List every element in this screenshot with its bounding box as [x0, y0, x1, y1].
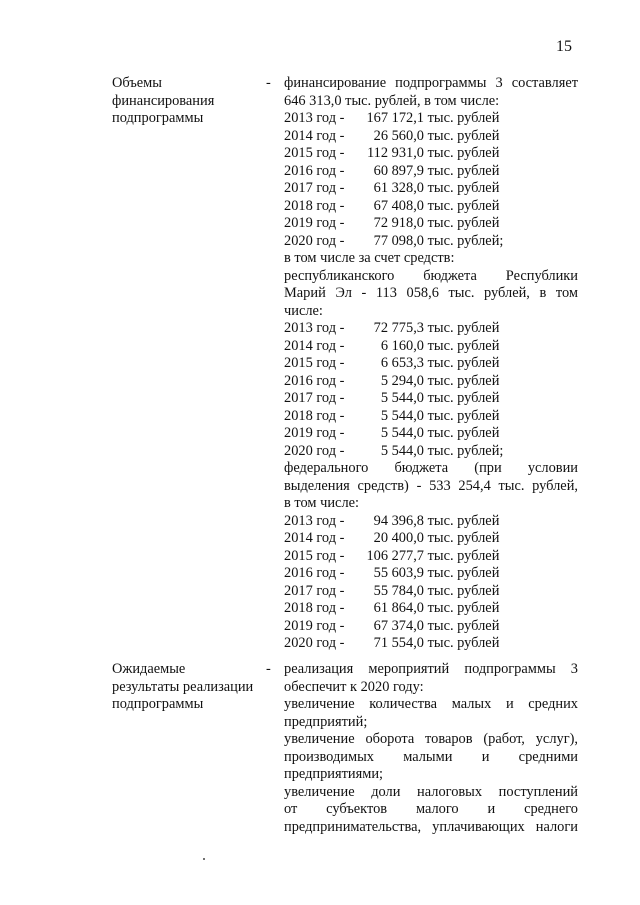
- year-label: 2014 год -: [284, 337, 345, 354]
- year-label: 2018 год -: [284, 197, 345, 214]
- results-text-line: обеспечит к 2020 году:: [284, 678, 424, 695]
- financing-label-line: финансирования: [112, 92, 215, 109]
- year-row: [284, 565, 578, 583]
- year-amount: 72 918,0: [373, 215, 424, 231]
- results-dash: -: [266, 661, 271, 677]
- year-row: [284, 425, 578, 443]
- year-label: 2020 год -: [284, 232, 345, 249]
- republic-text-line: числе:: [284, 302, 323, 319]
- year-unit: тыс. рублей: [427, 127, 500, 144]
- year-label: 2013 год -: [284, 320, 345, 336]
- results-text-line: предприятий;: [284, 713, 368, 730]
- year-label: 2017 год -: [284, 390, 345, 406]
- republic-text-line: Марий Эл - 113 058,6 тыс. рублей, в том: [284, 285, 578, 301]
- year-unit: тыс. рублей: [427, 162, 500, 179]
- financing-intro-line: 646 313,0 тыс. рублей, в том числе:: [284, 92, 500, 109]
- year-amount: 6 160,0: [380, 337, 424, 354]
- year-amount: 61 328,0: [373, 180, 424, 196]
- year-amount: 26 560,0: [373, 127, 424, 144]
- year-row: [284, 145, 578, 163]
- year-unit: тыс. рублей: [427, 197, 500, 214]
- year-amount: 5 544,0: [380, 425, 424, 441]
- year-unit: тыс. рублей;: [427, 232, 504, 249]
- year-unit: тыс. рублей;: [427, 442, 504, 459]
- year-amount: 167 172,1: [366, 110, 424, 126]
- year-row: [284, 513, 578, 531]
- year-row: [284, 355, 578, 373]
- year-unit: тыс. рублей: [427, 110, 500, 126]
- year-label: 2019 год -: [284, 617, 345, 634]
- year-amount: 55 603,9: [373, 565, 424, 581]
- year-row: [284, 443, 578, 461]
- year-row: [284, 233, 578, 251]
- year-unit: тыс. рублей: [427, 145, 500, 161]
- year-amount: 60 897,9: [373, 162, 424, 179]
- year-unit: тыс. рублей: [427, 407, 500, 424]
- year-row: [284, 198, 578, 216]
- year-row: [284, 110, 578, 128]
- year-label: 2016 год -: [284, 565, 345, 581]
- year-unit: тыс. рублей: [427, 320, 500, 336]
- results-text-line: от субъектов малого и среднего: [284, 801, 578, 817]
- total-years-list: [284, 110, 578, 250]
- financing-content: [284, 75, 578, 653]
- results-text-line: предпринимательства, уплачивающих налоги: [284, 818, 578, 835]
- year-label: 2013 год -: [284, 512, 345, 529]
- results-text-line: реализация мероприятий подпрограммы 3: [284, 661, 578, 677]
- year-row: [284, 408, 578, 426]
- year-amount: 6 653,3: [380, 355, 424, 371]
- year-unit: тыс. рублей: [427, 582, 500, 599]
- scan-dot: [203, 858, 205, 860]
- year-label: 2015 год -: [284, 547, 345, 564]
- year-unit: тыс. рублей: [427, 530, 500, 546]
- year-row: [284, 338, 578, 356]
- results-label-line: результаты реализации: [112, 678, 254, 695]
- year-unit: тыс. рублей: [427, 180, 500, 196]
- federal-text-line: выделения средств) - 533 254,4 тыс. рублей,: [284, 477, 578, 494]
- year-amount: 55 784,0: [373, 582, 424, 599]
- page-number: 15: [556, 38, 572, 55]
- year-amount: 94 396,8: [373, 512, 424, 529]
- year-label: 2016 год -: [284, 372, 345, 389]
- federal-years-list: [284, 513, 578, 653]
- year-unit: тыс. рублей: [427, 600, 500, 616]
- year-unit: тыс. рублей: [427, 565, 500, 581]
- year-label: 2020 год -: [284, 442, 345, 459]
- year-unit: тыс. рублей: [427, 512, 500, 529]
- year-unit: тыс. рублей: [427, 337, 500, 354]
- year-label: 2019 год -: [284, 425, 345, 441]
- results-text-line: увеличение оборота товаров (работ, услуг),: [284, 731, 578, 747]
- year-amount: 112 931,0: [366, 145, 424, 161]
- year-amount: 67 374,0: [373, 617, 424, 634]
- year-label: 2018 год -: [284, 407, 345, 424]
- republic-text-line: республиканского бюджета Республики: [284, 267, 578, 284]
- year-amount: 106 277,7: [366, 547, 424, 564]
- year-label: 2020 год -: [284, 635, 345, 651]
- financing-label-line: Объемы: [112, 75, 162, 91]
- results-label-line: подпрограммы: [112, 696, 204, 712]
- year-label: 2017 год -: [284, 582, 345, 599]
- year-label: 2015 год -: [284, 145, 345, 161]
- year-row: [284, 373, 578, 391]
- results-label-line: Ожидаемые: [112, 661, 186, 677]
- year-row: [284, 530, 578, 548]
- year-label: 2013 год -: [284, 110, 345, 126]
- year-row: [284, 163, 578, 181]
- year-label: 2014 год -: [284, 127, 345, 144]
- federal-text-line: в том числе:: [284, 495, 360, 511]
- year-label: 2017 год -: [284, 180, 345, 196]
- results-content: [284, 661, 578, 836]
- republic-years-list: [284, 320, 578, 460]
- year-unit: тыс. рублей: [427, 372, 500, 389]
- year-row: [284, 635, 578, 653]
- year-unit: тыс. рублей: [427, 215, 500, 231]
- year-label: 2014 год -: [284, 530, 345, 546]
- year-amount: 5 544,0: [380, 442, 424, 459]
- year-unit: тыс. рублей: [427, 617, 500, 634]
- year-label: 2016 год -: [284, 162, 345, 179]
- year-unit: тыс. рублей: [427, 390, 500, 406]
- year-amount: 5 544,0: [380, 390, 424, 406]
- year-label: 2018 год -: [284, 600, 345, 616]
- year-row: [284, 548, 578, 566]
- year-row: [284, 600, 578, 618]
- year-row: [284, 128, 578, 146]
- year-row: [284, 320, 578, 338]
- year-unit: тыс. рублей: [427, 425, 500, 441]
- year-amount: 20 400,0: [373, 530, 424, 546]
- year-amount: 61 864,0: [373, 600, 424, 616]
- year-amount: 72 775,3: [373, 320, 424, 336]
- year-unit: тыс. рублей: [427, 635, 500, 651]
- results-text-line: увеличение количества малых и средних: [284, 696, 578, 712]
- year-unit: тыс. рублей: [427, 547, 500, 564]
- year-label: 2019 год -: [284, 215, 345, 231]
- results-text-line: производимых малыми и средними: [284, 748, 578, 765]
- results-text-line: предприятиями;: [284, 766, 384, 782]
- financing-label-line: подпрограммы: [112, 110, 204, 126]
- year-amount: 71 554,0: [373, 635, 424, 651]
- year-row: [284, 618, 578, 636]
- financing-label: [112, 75, 272, 128]
- year-amount: 5 294,0: [380, 372, 424, 389]
- financing-dash: -: [266, 75, 271, 91]
- sources-intro: в том числе за счет средств:: [284, 250, 455, 266]
- year-row: [284, 215, 578, 233]
- year-amount: 77 098,0: [373, 232, 424, 249]
- results-text-line: увеличение доли налоговых поступлений: [284, 783, 578, 800]
- year-row: [284, 583, 578, 601]
- year-amount: 67 408,0: [373, 197, 424, 214]
- year-unit: тыс. рублей: [427, 355, 500, 371]
- year-amount: 5 544,0: [380, 407, 424, 424]
- year-label: 2015 год -: [284, 355, 345, 371]
- year-row: [284, 390, 578, 408]
- year-row: [284, 180, 578, 198]
- financing-intro-line: финансирование подпрограммы 3 составляет: [284, 75, 578, 91]
- results-label: [112, 661, 272, 714]
- federal-text-line: федерального бюджета (при условии: [284, 460, 578, 476]
